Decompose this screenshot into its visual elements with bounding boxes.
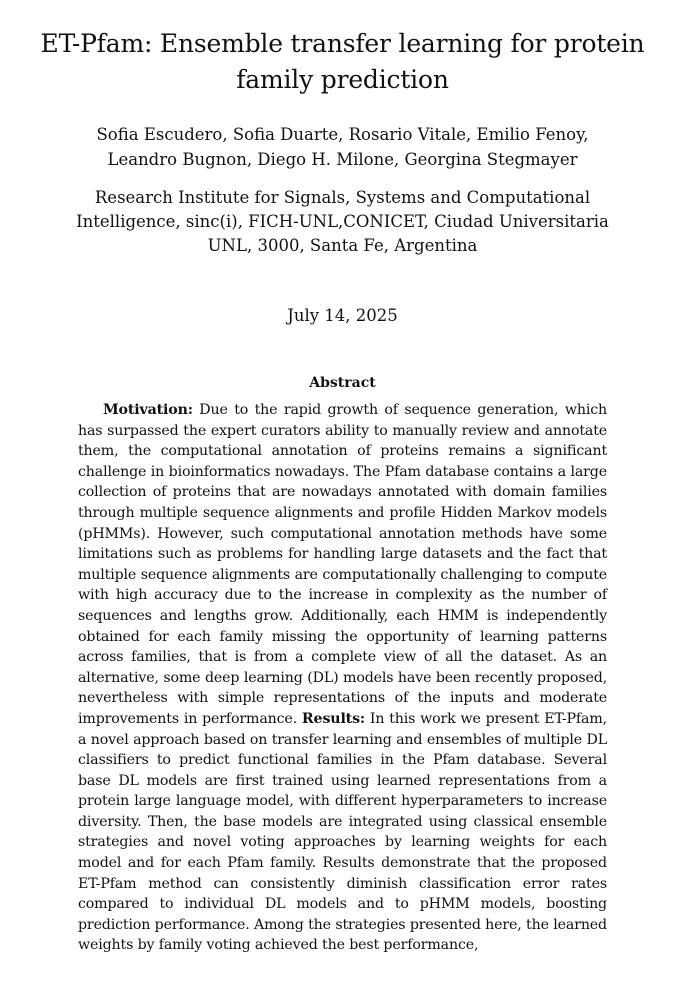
affiliation-line-2: Intelligence, sinc(i), FICH-UNL,CONICET, Ciudad Universitaria: [76, 212, 609, 231]
motivation-text: Due to the rapid growth of sequence generation, which has surpassed the expert curators ability to manually review and annotate them, the computational annotation of proteins remains a significant challenge in bioinformatics nowadays. The Pfam database contains a large collection of proteins that are nowadays annotated with domain families through multiple sequence alignments and profile Hidden Markov models (pHMMs). However, such computational annotation methods have some limitations such as problems for handling large datasets and the fact that multiple sequence alignments are computationally challenging to compute with high accuracy due to the increase in complexity as the number of sequences and lengths grow. Additionally, each HMM is independently obtained for each family missing the opportunity of learning patterns across families, that is from a complete view of all the dataset. As an alternative, some deep learning (DL) models have been recently proposed, nevertheless with simple representations of the inputs and moderate improvements in performance.: [78, 402, 607, 727]
paper-title-line-2: family prediction: [236, 65, 449, 94]
affiliation: [0, 186, 685, 258]
motivation-label: Motivation:: [103, 402, 193, 418]
author-list: [0, 122, 685, 172]
results-label: Results:: [301, 710, 366, 727]
results-text: In this work we present ET-Pfam, a novel approach based on transfer learning and ensembles of multiple DL classifiers to predict functional families in the Pfam database. Several base DL models are first trained using learned representations from a protein large language model, with different hyperparameters to increase diversity. Then, the base models are integrated using classical ensemble strategies and novel voting approaches by learning weights for each model and for each Pfam family. Results demonstrate that the proposed ET-Pfam method can consistently diminish classification error rates compared to individual DL models and to pHMM models, boosting prediction performance. Among the strategies presented here, the learned weights by family voting achieved the best performance,: [78, 710, 607, 954]
affiliation-line-1: Research Institute for Signals, Systems and Computational: [94, 188, 591, 207]
affiliation-line-3: UNL, 3000, Santa Fe, Argentina: [207, 236, 478, 255]
paper-title: [0, 0, 685, 98]
author-list-line-2: Leandro Bugnon, Diego H. Milone, Georgina Stegmayer: [107, 150, 578, 169]
abstract-body: [0, 400, 685, 956]
author-list-line-1: Sofia Escudero, Sofia Duarte, Rosario Vitale, Emilio Fenoy,: [96, 125, 589, 144]
abstract-heading: Abstract: [309, 375, 376, 391]
paper-title-line-1: ET-Pfam: Ensemble transfer learning for protein: [40, 29, 645, 58]
publication-date: July 14, 2025: [287, 306, 398, 325]
